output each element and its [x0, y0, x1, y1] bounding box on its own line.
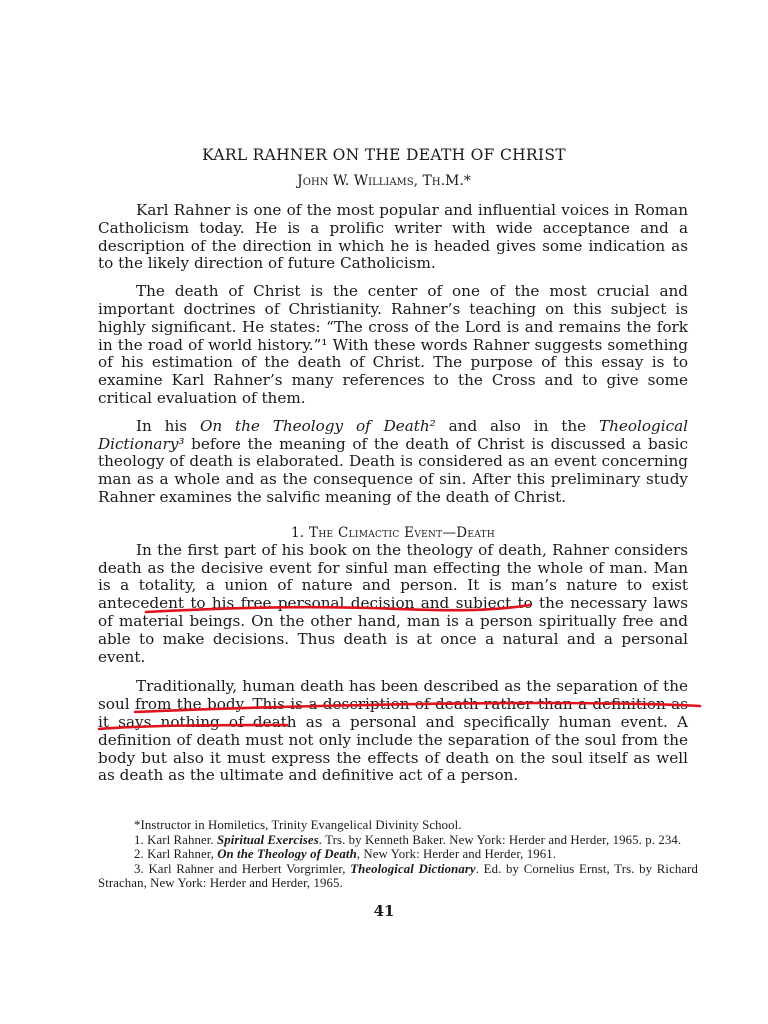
paragraph-intro: Karl Rahner is one of the most popular and influential voices in Roman Catholicism today. He is a prolific writer with wide acceptance and a description of the direction in which he is headed gives some indication as to the likely direction of future Catholicism.: [98, 201, 688, 273]
footnote-3: [98, 862, 698, 891]
article-author: John W. Williams, Th.M.*: [297, 173, 471, 189]
paragraph-theology-of-death: [98, 418, 688, 507]
footnote-title: Theological Dictionary: [350, 861, 476, 876]
book-title-theological-dictionary: Theological Dictionary³: [98, 416, 689, 453]
footnote-1: [98, 833, 698, 848]
article-title: KARL RAHNER ON THE DEATH OF CHRIST: [202, 146, 566, 164]
footnote-title: On the Theology of Death: [217, 847, 357, 862]
section-number: 1.: [290, 524, 305, 541]
text-run: In his: [136, 416, 200, 435]
footnote-2: [98, 847, 698, 862]
text-run: and also in the: [435, 416, 599, 435]
page-number: 41: [373, 902, 395, 920]
footnote-lead: 2. Karl Rahner,: [134, 847, 218, 862]
footnote-rest: , New York: Herder and Herder, 1961.: [356, 847, 557, 862]
section-heading: [98, 525, 688, 541]
footnote-lead: 1. Karl Rahner.: [134, 832, 217, 847]
footnote-rest: . Ed. by Cornelius Ernst, Trs. by Richard Strachan, New York: Herder and Herder, 1965.: [98, 861, 698, 891]
paragraph-climactic-event: In the first part of his book on the theology of death, Rahner considers death as the decisive event for sinful man effecting the whole of man. Man is a totality, a union of nature and person. It is man’s nature to exist antecedent to his free personal decision and subject to the necessary laws of material beings. On the other hand, man is a person spiritually free and able to make decisions. Thus death is at once a natural and a personal event.: [98, 540, 688, 666]
footnote-lead: 3. Karl Rahner and Herbert Vorgrimler,: [134, 861, 351, 876]
book-title-theology-of-death: On the Theology of Death²: [199, 416, 436, 435]
article-body: [98, 202, 688, 795]
paragraph-traditional-definition: Traditionally, human death has been described as the separation of the soul from the body. This is a description of death rather than a definition as it says nothing of death as a personal and specifically human event. A definition of death must not only include the separation of the soul from the body but also it must express the effects of death on the soul itself as well as death as the ultimate and definitive act of a person.: [98, 677, 688, 785]
text-run: before the meaning of the death of Christ is discussed a basic theology of death is elaborated. Death is considered as an event concerning man as a whole and as the consequence of sin. After this preliminary study Rahner examines the salvific meaning of the death of Christ.: [98, 434, 688, 506]
footnote-title: Spiritual Exercises: [216, 832, 319, 847]
footnote-rest: . Trs. by Kenneth Baker. New York: Herder and Herder, 1965. p. 234.: [318, 832, 682, 847]
footnotes: [98, 818, 698, 891]
section-title: The Climactic Event—Death: [309, 524, 496, 541]
paragraph-death-of-christ: The death of Christ is the center of one of the most crucial and important doctrines of Christianity. Rahner’s teaching on this subject is highly significant. He states: “The cross of the Lord is and remains the fork in the road of world history.”¹ With these words Rahner suggests something of his estimation of the death of Christ. The purpose of this essay is to examine Karl Rahner’s many references to the Cross and to give some critical evaluation of them.: [98, 282, 688, 407]
footnote-author: *Instructor in Homiletics, Trinity Evangelical Divinity School.: [134, 818, 462, 832]
